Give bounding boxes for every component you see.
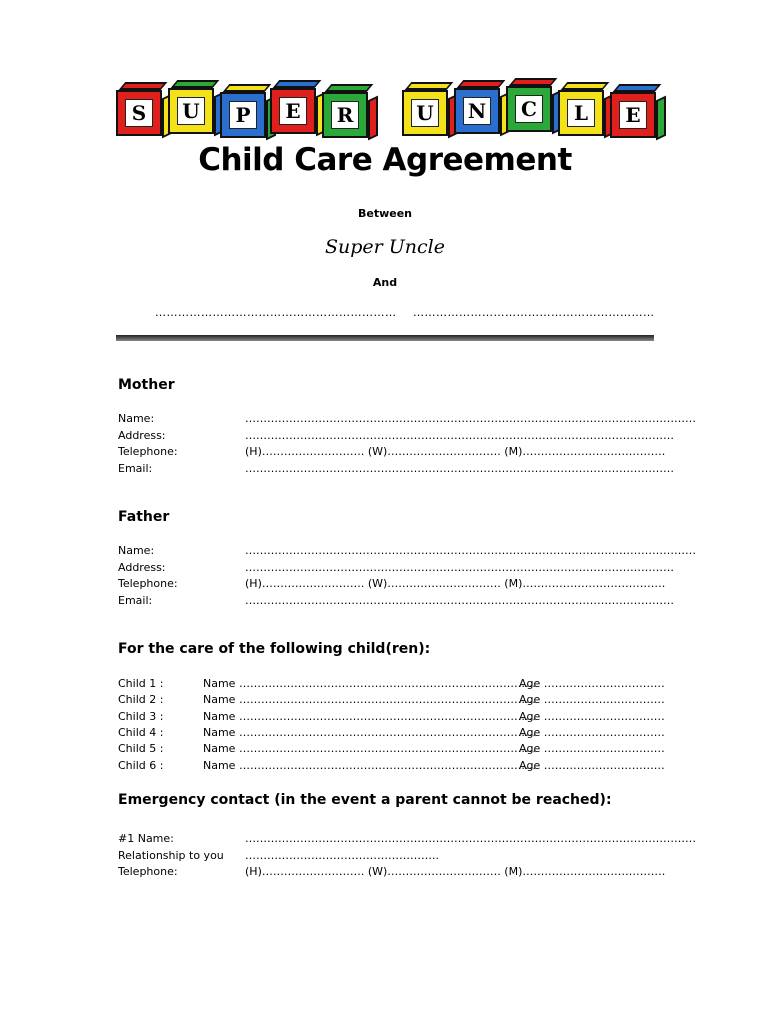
logo-letter: U [411,99,439,127]
logo-block [402,90,448,136]
emergency-field-blank[interactable]: (H)………………………. (W)…………………………. (M)………………………………… [245,865,666,879]
mother-field-label: Email: [118,462,153,476]
mother-field-label: Telephone: [118,445,178,459]
father-section-title: Father [118,509,170,525]
logo-block [610,92,656,138]
child-age-blank[interactable]: Age …………………………… [519,742,665,756]
child-name-blank[interactable]: Name ……………………………………………………………………… [203,742,536,756]
logo-block [454,88,500,134]
child-label: Child 2 : [118,693,164,707]
mother-field-label: Name: [118,412,155,425]
between-label: Between [357,207,413,220]
party-one-name: Super Uncle [325,236,445,258]
logo-letter: N [463,97,491,125]
emergency-field-label: #1 Name: [118,832,174,845]
father-field-label: Address: [118,560,166,574]
child-label: Child 1 : [118,677,164,690]
mother-row [118,412,696,428]
child-row [118,709,665,726]
child-name-blank[interactable]: Name ……………………………………………………………………… [203,677,536,690]
party-two-blank-left[interactable]: ……………………………………………………… [155,306,397,319]
child-label: Child 3 : [118,709,164,723]
mother-row [118,462,674,478]
child-row [118,693,665,709]
father-field-blank[interactable]: ……………………………………………………………………………………………………… [245,560,674,574]
father-row [118,560,674,577]
child-age-blank[interactable]: Age …………………………… [519,693,665,707]
emergency-row [118,832,696,848]
child-name-blank[interactable]: Name ……………………………………………………………………… [203,758,536,772]
mother-row [118,445,666,461]
logo-block [168,88,214,134]
logo-letter: C [515,95,543,123]
logo-block [116,90,162,136]
child-label: Child 6 : [118,758,164,772]
logo-letter: L [567,99,595,127]
and-label: And [372,276,398,289]
mother-field-blank[interactable]: …………………………………………………………………………………………………………… [245,412,696,425]
emergency-field-blank[interactable]: …………………………………………………………………………………………………………… [245,832,696,845]
emergency-field-blank[interactable]: …………………………………………….. [245,848,439,862]
mother-section-title: Mother [118,377,175,393]
father-field-label: Telephone: [118,577,178,591]
child-label: Child 5 : [118,742,164,756]
logo-letter: P [229,101,257,129]
logo-block [270,88,316,134]
logo-block [322,92,368,138]
emergency-row [118,865,666,881]
child-row [118,758,665,775]
children-section-title: For the care of the following child(ren): [118,641,431,657]
logo-block [506,86,552,132]
child-age-blank[interactable]: Age …………………………… [519,709,665,723]
mother-row [118,428,674,445]
father-row [118,594,674,610]
divider-rule [116,335,654,341]
father-field-blank[interactable]: ……………………………………………………………………………………………………… [245,594,674,608]
super-uncle-logo [116,82,656,142]
child-row [118,742,665,758]
party-two-blank-right[interactable]: ……………………………………………………… [413,306,655,319]
logo-letter: S [125,99,153,127]
emergency-field-label: Relationship to you [118,848,224,862]
child-age-blank[interactable]: Age …………………………… [519,758,665,772]
child-age-blank[interactable]: Age …………………………… [519,677,665,690]
emergency-section-title: Emergency contact (in the event a parent cannot be reached): [118,792,612,808]
logo-letter: R [331,101,359,129]
emergency-field-label: Telephone: [118,865,178,879]
logo-letter: U [177,97,205,125]
document-title: Child Care Agreement [198,142,572,178]
emergency-row [118,849,658,865]
child-name-blank[interactable]: Name ……………………………………………………………………… [203,693,536,707]
child-name-blank[interactable]: Name ……………………………………………………………………… [203,709,536,723]
logo-block [220,92,266,138]
father-field-label: Name: [118,544,155,557]
father-field-blank[interactable]: (H)………………………. (W)…………………………. (M)………………………………… [245,577,666,591]
child-row [118,725,665,742]
child-name-blank[interactable]: Name ……………………………………………………………………… [203,725,536,739]
father-field-blank[interactable]: …………………………………………………………………………………………………………… [245,544,696,557]
mother-field-blank[interactable]: ……………………………………………………………………………………………………… [245,462,674,476]
child-label: Child 4 : [118,725,164,739]
logo-letter: E [279,97,307,125]
child-row [118,677,665,693]
father-row [118,577,666,593]
mother-field-label: Address: [118,428,166,442]
father-field-label: Email: [118,594,153,608]
logo-block [558,90,604,136]
mother-field-blank[interactable]: (H)………………………. (W)…………………………. (M)………………………………… [245,445,666,459]
mother-field-blank[interactable]: ……………………………………………………………………………………………………… [245,428,674,442]
child-age-blank[interactable]: Age …………………………… [519,725,665,739]
logo-letter: E [619,101,647,129]
father-row [118,544,696,560]
